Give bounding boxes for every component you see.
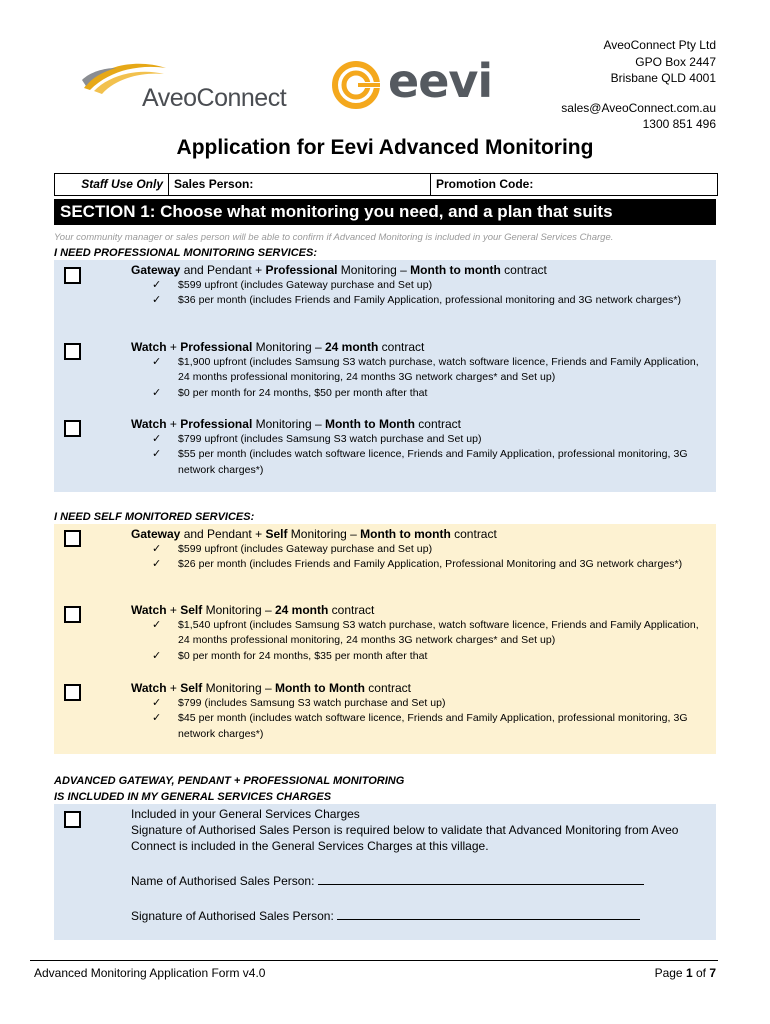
option-bullet-text: $799 (includes Samsung S3 watch purchase and Set up): [178, 697, 446, 709]
option-title-part: Watch: [131, 340, 167, 354]
eevi-spiral-icon: [330, 60, 382, 110]
option-bullet-text: $55 per month (includes watch software licence, Friends and Family Application, professional monitoring, 3G network charges*): [178, 448, 688, 476]
authorised-signature-field[interactable]: [131, 907, 640, 923]
checkmark-icon: ✓: [152, 543, 162, 555]
self-option-1: [131, 526, 701, 573]
option-bullet: [131, 447, 701, 478]
self-option-1-checkbox[interactable]: [64, 530, 81, 547]
po-box: GPO Box 2447: [635, 54, 716, 69]
option-bullet-text: $0 per month for 24 months, $50 per month after that: [178, 386, 428, 399]
option-bullet-text: $0 per month for 24 months, $35 per month after that: [178, 649, 428, 662]
professional-option-1-checkbox[interactable]: [64, 267, 81, 284]
option-bullet-text: $799 upfront (includes Samsung S3 watch purchase and Set up): [178, 433, 482, 445]
option-title: [131, 526, 701, 542]
option-title-part: contract: [378, 340, 425, 354]
option-title-part: Professional: [265, 263, 338, 277]
option-bullet: [131, 649, 701, 664]
option-title-part: Watch: [131, 681, 167, 695]
option-title-part: Monitoring –: [337, 263, 411, 277]
page-total: 7: [709, 966, 716, 980]
checkmark-icon: ✓: [152, 712, 162, 725]
advanced-heading-line1: ADVANCED GATEWAY, PENDANT + PROFESSIONAL MONITORING: [54, 775, 405, 787]
self-option-2: [131, 602, 701, 664]
option-title-part: contract: [364, 681, 411, 695]
checkmark-icon: ✓: [152, 448, 162, 461]
option-title-part: contract: [328, 603, 375, 617]
option-title-part: contract: [500, 263, 547, 277]
option-bullet: [131, 711, 701, 742]
contact-phone: 1300 851 496: [642, 117, 716, 131]
option-bullet: [131, 355, 701, 386]
professional-option-2: [131, 339, 701, 401]
promotion-code-field[interactable]: Promotion Code:: [436, 177, 534, 191]
signature-note: Signature of Authorised Sales Person is required below to validate that Advanced Monitoring from Aveo Connect is included in the General Services Charges at this village.: [131, 823, 679, 853]
option-title-part: 24 month: [274, 603, 329, 617]
option-title-part: and Pendant +: [180, 263, 266, 277]
self-option-3: [131, 680, 701, 742]
checkmark-icon: ✓: [152, 433, 162, 445]
option-title-part: Professional: [180, 340, 253, 354]
option-title-part: Month to Month: [274, 681, 365, 695]
city: Brisbane QLD 4001: [610, 71, 716, 85]
option-title: [131, 262, 701, 278]
section-1-heading: SECTION 1: Choose what monitoring you need, and a plan that suits: [54, 199, 716, 225]
option-title-part: Monitoring –: [287, 527, 361, 541]
option-bullet-text: $45 per month (includes watch software licence, Friends and Family Application, professional monitoring, 3G network charges*): [178, 712, 688, 740]
contact-email[interactable]: sales@AveoConnect.com.au: [561, 100, 716, 115]
option-bullet: [131, 618, 701, 649]
option-title-part: Watch: [131, 603, 167, 617]
option-title-part: Monitoring –: [202, 681, 275, 695]
professional-option-3: [131, 416, 701, 478]
aveo-logo-wordmark: AveoConnect: [142, 84, 287, 112]
option-title-part: contract: [414, 417, 461, 431]
option-bullet-text: $1,540 upfront (includes Samsung S3 watch purchase, watch software licence, Friends and Family Application, 24 months professional monitoring, 24 months 3G network charges* and Set up): [178, 619, 699, 647]
advanced-heading-line2: IS INCLUDED IN MY GENERAL SERVICES CHARGES: [54, 791, 332, 803]
option-title-part: Self: [265, 527, 288, 541]
professional-heading: I NEED PROFESSIONAL MONITORING SERVICES:: [54, 247, 318, 259]
option-title-part: +: [166, 681, 181, 695]
included-checkbox[interactable]: [64, 811, 81, 828]
option-title-part: Gateway: [131, 263, 181, 277]
authorised-signature-line[interactable]: [337, 907, 640, 920]
checkmark-icon: ✓: [152, 558, 162, 571]
page-prefix: Page: [654, 966, 686, 980]
self-option-3-checkbox[interactable]: [64, 684, 81, 701]
included-label: Included in your General Services Charges: [131, 807, 360, 821]
checkmark-icon: ✓: [152, 619, 162, 631]
checkmark-icon: ✓: [152, 356, 162, 368]
option-bullet: [131, 696, 701, 711]
option-title-part: Month to Month: [324, 417, 415, 431]
option-bullet: [131, 557, 701, 572]
option-title: [131, 416, 701, 432]
professional-option-2-checkbox[interactable]: [64, 343, 81, 360]
option-title-part: Month to month: [410, 263, 501, 277]
option-bullet: [131, 278, 701, 293]
eevi-logo-wordmark: eevi: [388, 54, 493, 108]
section-note: Your community manager or sales person will be able to confirm if Advanced Monitoring is included in your General Services Charge.: [54, 232, 614, 243]
option-title-part: and Pendant +: [180, 527, 266, 541]
authorised-signature-label: Signature of Authorised Sales Person:: [131, 909, 338, 923]
sales-person-field[interactable]: Sales Person:: [169, 174, 431, 195]
option-title-part: Professional: [180, 417, 253, 431]
option-title-part: +: [166, 417, 181, 431]
checkmark-icon: ✓: [152, 386, 162, 399]
staff-use-label: Staff Use Only: [55, 174, 169, 195]
option-title-part: +: [166, 340, 181, 354]
option-bullet: [131, 386, 701, 401]
option-title-part: Monitoring –: [252, 417, 325, 431]
option-bullet-text: $599 upfront (includes Gateway purchase and Set up): [178, 279, 433, 291]
checkmark-icon: ✓: [152, 697, 162, 709]
self-option-2-checkbox[interactable]: [64, 606, 81, 623]
option-bullet: [131, 542, 701, 557]
option-bullet: [131, 293, 701, 308]
option-title-part: +: [166, 603, 181, 617]
footer-page-number: [655, 966, 716, 980]
page-current: 1: [685, 966, 693, 980]
footer-form-name: Advanced Monitoring Application Form v4.0: [34, 966, 266, 980]
page-title: Application for Eevi Advanced Monitoring: [176, 136, 594, 159]
page-of: of: [692, 966, 710, 980]
option-title: [131, 339, 701, 355]
checkmark-icon: ✓: [152, 649, 162, 662]
aveoconnect-logo: [80, 58, 300, 112]
company-address: [561, 37, 716, 133]
checkmark-icon: ✓: [152, 294, 162, 307]
company-name: AveoConnect Pty Ltd: [603, 38, 716, 52]
professional-option-3-checkbox[interactable]: [64, 420, 81, 437]
option-title-part: Watch: [131, 417, 167, 431]
staff-use-table: [54, 173, 718, 196]
option-title-part: contract: [450, 527, 497, 541]
eevi-logo: [330, 54, 520, 110]
professional-option-1: [131, 262, 701, 309]
option-title: [131, 680, 701, 696]
authorised-name-label: Name of Authorised Sales Person:: [131, 874, 318, 888]
footer-divider: [30, 960, 718, 961]
option-title-part: Month to month: [360, 527, 451, 541]
authorised-name-field[interactable]: [131, 872, 644, 888]
self-heading: I NEED SELF MONITORED SERVICES:: [54, 511, 255, 523]
option-bullet-text: $36 per month (includes Friends and Family Application, professional monitoring and 3G network charges*): [178, 294, 682, 307]
option-title-part: Self: [180, 603, 203, 617]
option-bullet-text: $26 per month (includes Friends and Family Application, Professional Monitoring and 3G network charges*): [178, 558, 683, 571]
authorised-name-line[interactable]: [318, 872, 644, 885]
option-bullet-text: $599 upfront (includes Gateway purchase and Set up): [178, 543, 433, 555]
option-title-part: Gateway: [131, 527, 181, 541]
option-title-part: Monitoring –: [252, 340, 325, 354]
option-bullet: [131, 432, 701, 447]
checkmark-icon: ✓: [152, 279, 162, 291]
option-title: [131, 602, 701, 618]
option-title-part: 24 month: [324, 340, 379, 354]
option-title-part: Self: [180, 681, 203, 695]
option-title-part: Monitoring –: [202, 603, 275, 617]
option-bullet-text: $1,900 upfront (includes Samsung S3 watch purchase, watch software licence, Friends and Family Application, 24 months professional monitoring, 24 months 3G network charges* and Set up): [178, 356, 699, 384]
